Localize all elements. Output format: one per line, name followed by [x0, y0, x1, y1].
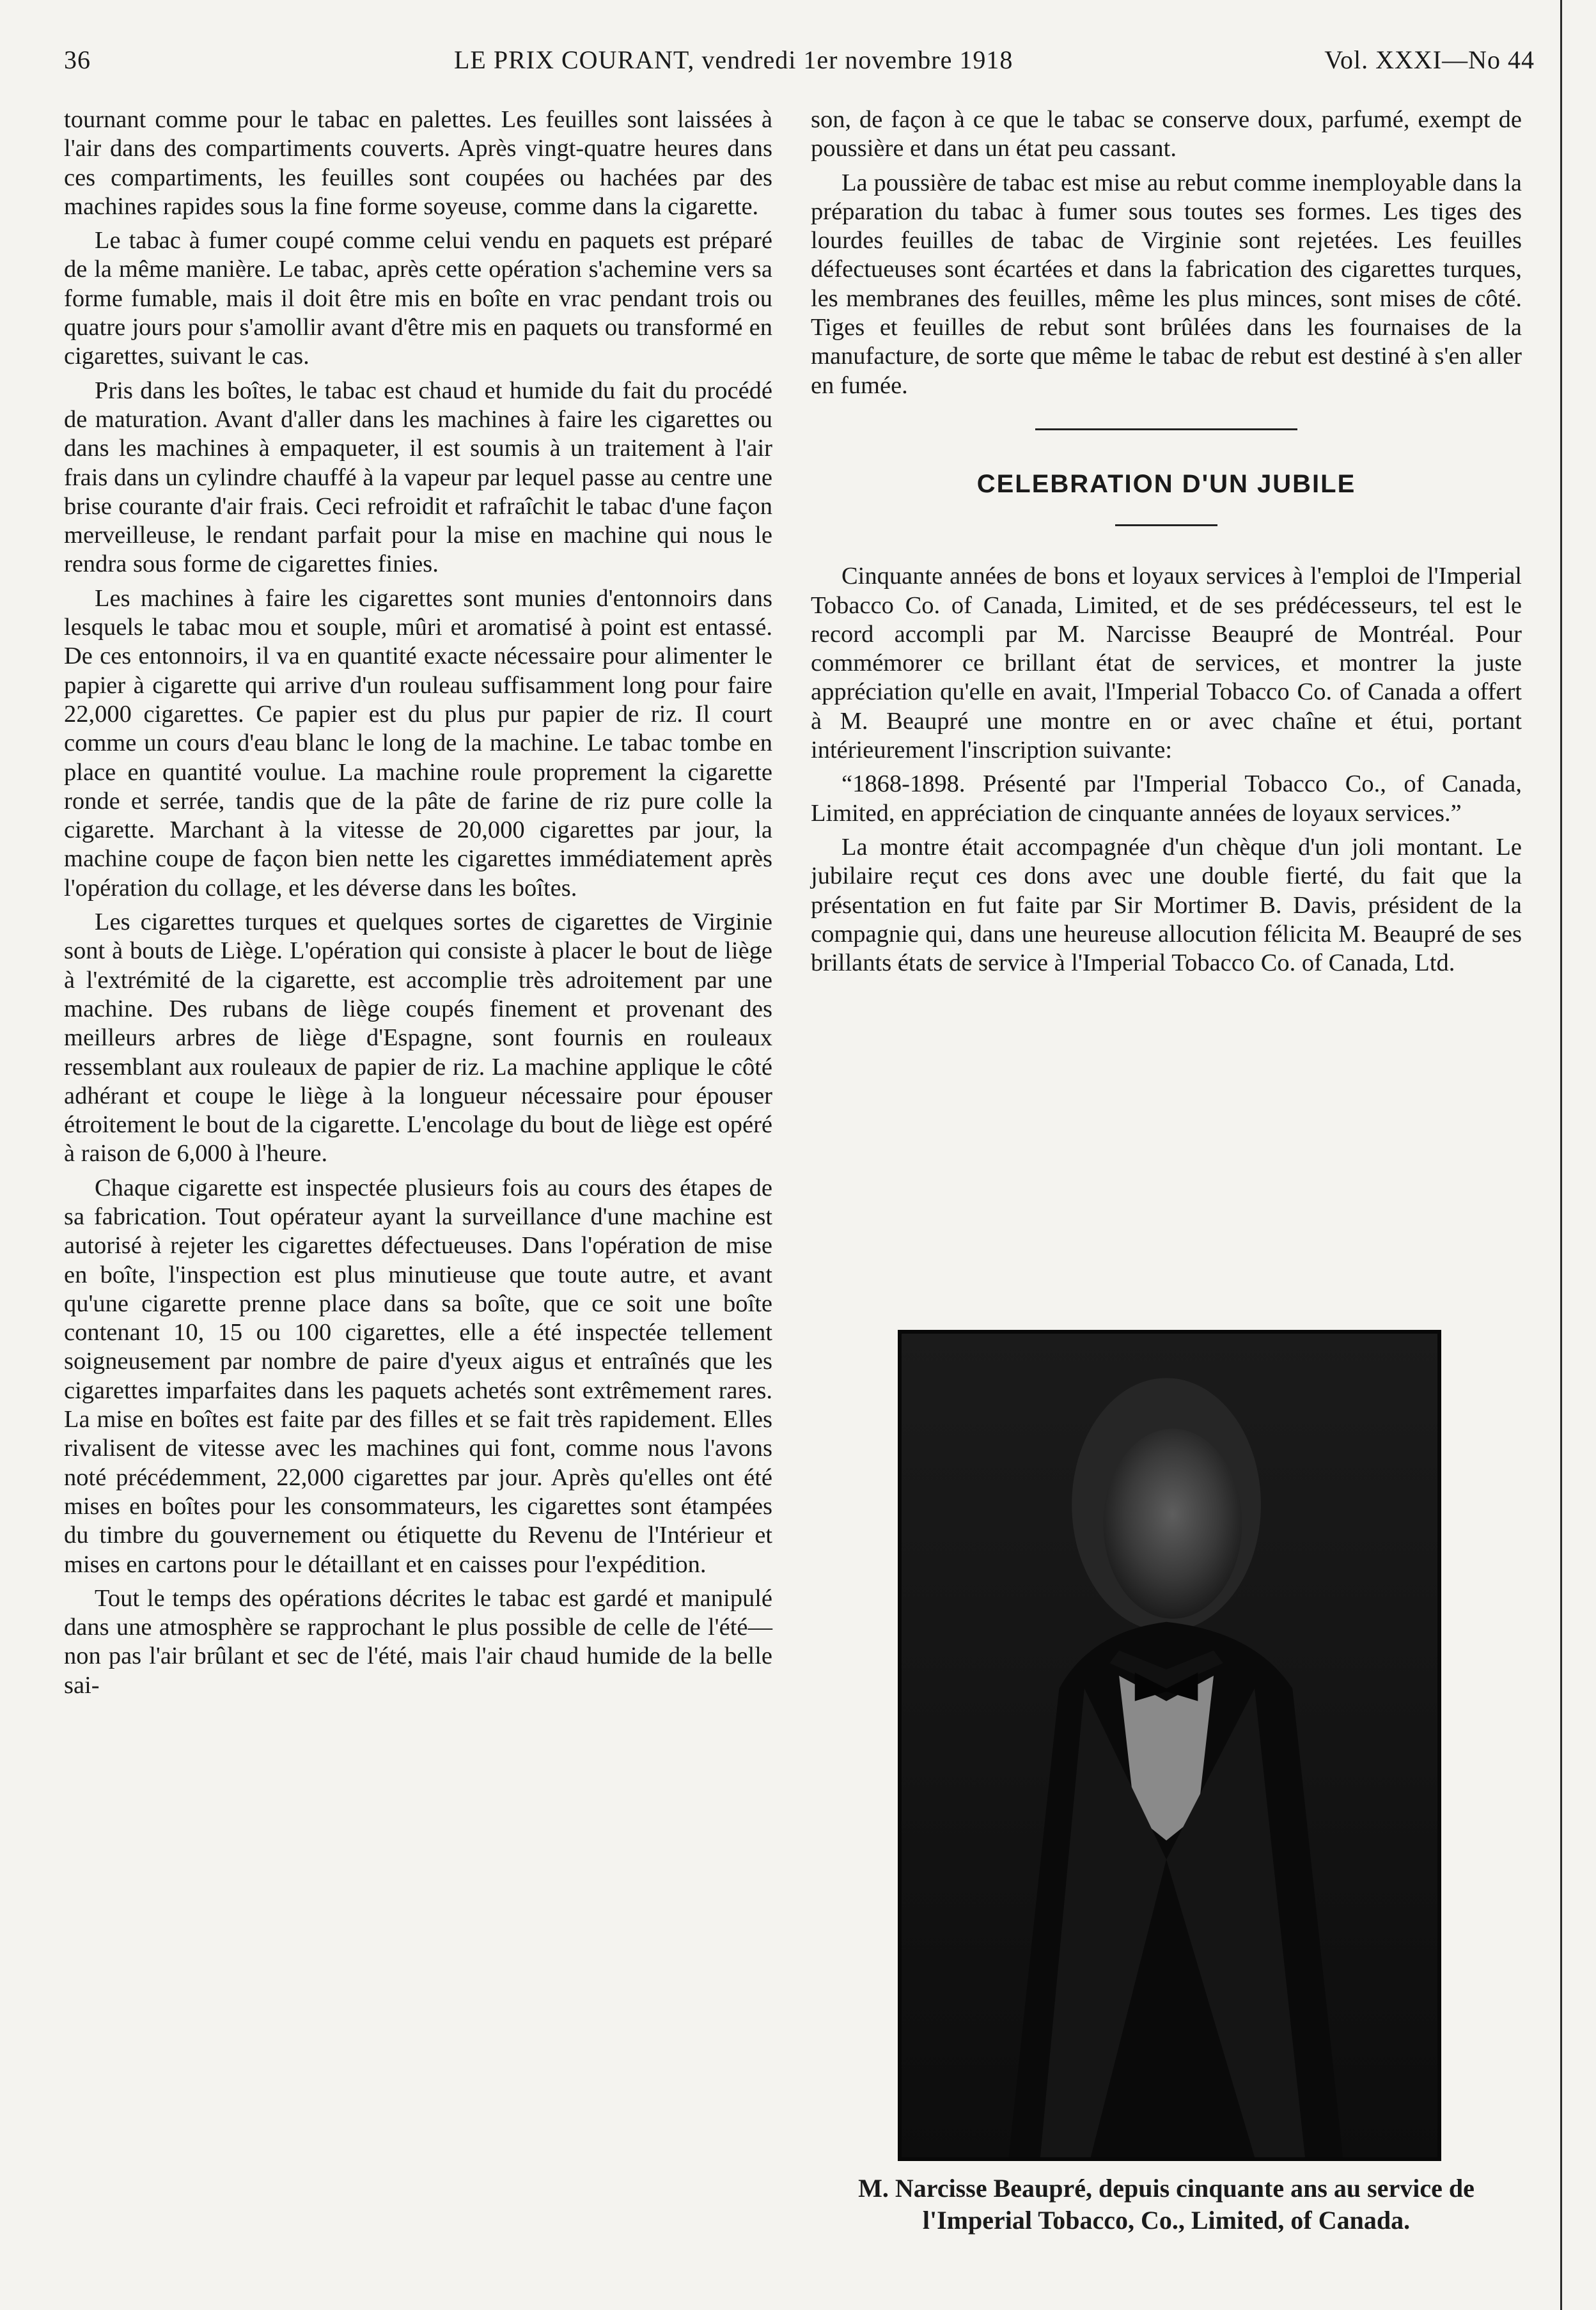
- paragraph: Chaque cigarette est inspectée plusieurs fois au cours des étapes de sa fabrication. Tout opérateur ayant la surveillance d'une machine est autorisé à rejeter les cigarettes défectueuses. Dans l'opération de mise en boîte, l'inspection est plus minutieuse que toute autre, et avant qu'une cigarette prenne place dans sa boîte, que ce soit une boîte contenant 10, 15 ou 100 cigarettes, elle a été inspectée tellement soigneusement par nombre de paire d'yeux aigus et entraînés que les cigarettes imparfaites dans les paquets achetés sont extrêmement rares. La mise en boîtes est faite par des filles et se fait très rapidement. Elles rivalisent de vitesse avec les machines qui font, comme nous l'avons noté précédemment, 22,000 cigarettes par jour. Après qu'elles ont été mises en boîtes pour les consommateurs, les cigarettes sont étampées du timbre du gouvernement ou étiquette du Revenu de l'Intérieur et mises en cartons pour le détaillant et en caisses pour l'expédition.: [64, 1174, 772, 1578]
- portrait-photo: [898, 1330, 1441, 2161]
- paragraph: La poussière de tabac est mise au rebut comme inemployable dans la préparation du tabac à fumer sous toutes ses formes. Les tiges des lourdes feuilles de tabac de Virginie sont rejetées. Les feuilles défectueuses sont écartées et dans la fabrication des cigarettes turques, les membranes des feuilles, même les plus minces, sont mises de côté. Tiges et feuilles de rebut sont brûlées dans les fournaises de la manufacture, de sorte que même le tabac de rebut est destiné à s'en aller en fumée.: [811, 169, 1522, 399]
- quote-paragraph: “1868-1898. Présenté par l'Imperial Tobacco Co., of Canada, Limited, en appréciation de cinquante années de loyaux services.”: [811, 770, 1522, 827]
- page-header: [64, 45, 1535, 96]
- paragraph: son, de façon à ce que le tabac se conserve doux, parfumé, exempt de poussière et dans un état peu cassant.: [811, 106, 1522, 162]
- left-column: [64, 105, 772, 1705]
- page-edge-line: [1560, 0, 1562, 2310]
- paragraph: Les cigarettes turques et quelques sortes de cigarettes de Virginie sont à bouts de Liège. L'opération qui consiste à placer le bout de liège à l'extrémité de la cigarette, est accomplie très adroitement par une machine. Des rubans de liège coupés finement et provenant des meilleurs arbres de liège d'Espagne, sont fournis en rouleaux ressemblant aux rouleaux de papier de riz. La machine applique le côté adhérant et coupe le liège à la longueur nécessaire pour épouser étroitement le bout de la cigarette. L'encolage du bout de liège est opéré à raison de 6,000 à l'heure.: [64, 909, 772, 1167]
- paragraph: Le tabac à fumer coupé comme celui vendu en paquets est préparé de la même manière. Le tabac, après cette opération s'achemine vers sa forme fumable, mais il doit être mis en boîte en vrac pendant trois ou quatre jours pour s'amollir avant d'être mis en paquets ou transformé en cigarettes, suivant le cas.: [64, 227, 772, 370]
- divider: [1115, 524, 1217, 526]
- paragraph: tournant comme pour le tabac en palettes. Les feuilles sont laissées à l'air dans des compartiments couverts. Après vingt-quatre heures dans ces compartiments, les feuilles sont coupées ou hachées par des machines rapides sous la fine forme soyeuse, comme dans la cigarette.: [64, 106, 772, 220]
- paragraph: Cinquante années de bons et loyaux services à l'emploi de l'Imperial Tobacco Co. of Canada, Limited, et de ses prédécesseurs, tel est le record accompli par M. Narcisse Beaupré de Montréal. Pour commémorer ce brillant état de services, et montrer la juste appréciation qu'elle en avait, l'Imperial Tobacco Co. of Canada a offert à M. Beaupré une montre en or avec chaîne et étui, portant intérieurement l'inscription suivante:: [811, 563, 1522, 764]
- paragraph: La montre était accompagnée d'un chèque d'un joli montant. Le jubilaire reçut ces dons avec une double fierté, du fait que la présentation en fut faite par Sir Mortimer B. Davis, président de la compagnie qui, dans une heureuse allocution félicita M. Beaupré de ses brillants états de service à l'Imperial Tobacco Co. of Canada, Ltd.: [811, 833, 1522, 977]
- photo-caption: M. Narcisse Beaupré, depuis cinquante ans au service de l'Imperial Tobacco, Co., Limited, of Canada.: [858, 2174, 1475, 2235]
- volume-number: Vol. XXXI—No 44: [1324, 45, 1535, 74]
- right-column: [811, 105, 1522, 983]
- section-title: CELEBRATION D'UN JUBILE: [976, 469, 1356, 498]
- paragraph: Pris dans les boîtes, le tabac est chaud et humide du fait du procédé de maturation. Avant d'aller dans les machines à faire les cigarettes ou dans les machines à empaqueter, il est soumis à un traitement à l'air frais dans un cylindre chauffé à la vapeur par lequel passe au centre une brise courante d'air frais. Ceci refroidit et rafraîchit le tabac d'une façon merveilleuse, le rendant parfait pour la mise en machine qui nous le rendra sous forme de cigarettes finies.: [64, 377, 772, 578]
- paragraph: Tout le temps des opérations décrites le tabac est gardé et manipulé dans une atmosphère se rapprochant le plus possible de celle de l'été—non pas l'air brûlant et sec de l'été, mais l'air chaud humide de la belle sai-: [64, 1584, 772, 1699]
- page-number: 36: [64, 45, 91, 74]
- divider: [1035, 428, 1297, 430]
- publication-title: LE PRIX COURANT, vendredi 1er novembre 1918: [454, 45, 1013, 74]
- paragraph: Les machines à faire les cigarettes sont munies d'entonnoirs dans lesquels le tabac mou et souple, mûri et aromatisé à point est entassé. De ces entonnoirs, il va en quantité exacte nécessaire pour alimenter le papier à cigarette qui arrive d'un rouleau suffisamment long pour faire 22,000 cigarettes. Ce papier est du plus pur papier de riz. Il court comme un cours d'eau blanc le long de la machine. Le tabac tombe en place en quantité voulue. La machine roule proprement la cigarette ronde et serrée, tandis que de la pâte de farine de riz pure colle la cigarette. Marchant à la vitesse de 20,000 cigarettes par jour, la machine coupe de façon bien nette les cigarettes immédiatement après l'opération du collage, et les déverse dans les boîtes.: [64, 584, 772, 901]
- portrait-image: [902, 1334, 1437, 2157]
